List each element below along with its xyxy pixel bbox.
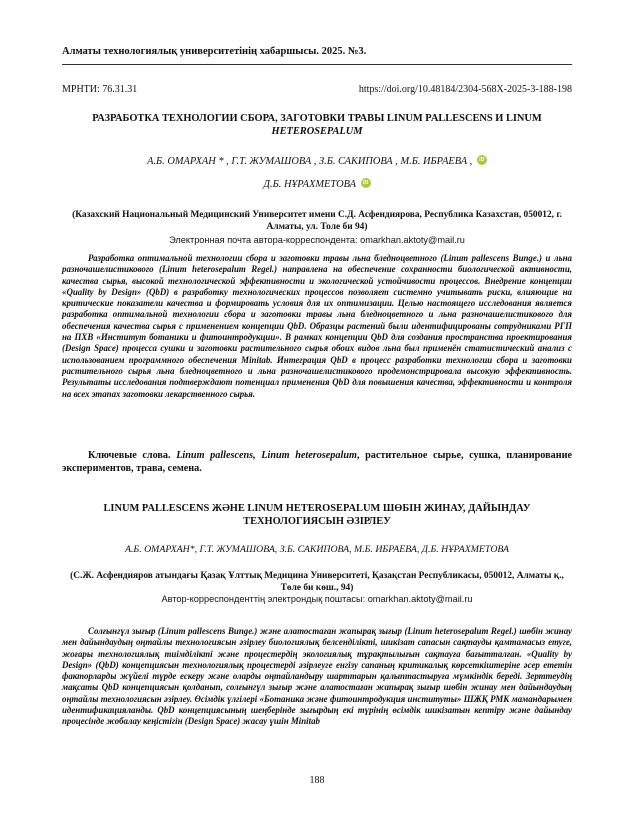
ru-abstract: Разработка оптимальной технологии сбора и заготовки травы льна бледноцветного (Linum pallescens Bunge.) и льна разночашелистикового (Linum heterosepalum Regel.) направлена на обеспечение сохранности биологической активности, качества сырья, высокой технологической эффективности и экологической устойчивости процессов. Внедрение концепции «Quality by Design» (QbD) в разработку технологических процессов позволяет системно учитывать риски, влияющие на критические показатели качества и формировать условия для их оптимизации. Целью настоящего исследования является разработка оптимальной технологии сбора и заготовки травы льна бледноцветного и льна разночашелистикового для обеспечения качества сырья с применением концепции QbD. Образцы растений были идентифицированы сотрудниками РГП на ПХВ «Институт ботаники и фитоинтродукции». В рамках концепции QbD для создания пространства проектирования (Design Space) процесса сушки и заготовки растительного сырья обоих видов льна был применён статистический анализ с использованием программного обеспечения Minitab. Интеграция QbD в процесс разработки технологии сбора и заготовки растительного сырья льна бледноцветного и льна разночашелистикового продемонстрировала высокую эффективность. Результаты исследования подтверждают потенциал применения QbD для повышения качества, эффективности и контроля на всех этапах заготовки лекарственного сырья. (62, 253, 572, 399)
ru-title (62, 112, 572, 138)
kz-title-line-2: ТЕХНОЛОГИЯСЫН ӘЗІРЛЕУ (243, 516, 391, 527)
orcid-icon[interactable]: iD (361, 178, 371, 188)
page-number: 188 (309, 775, 325, 786)
udc-code: МРНТИ: 76.31.31 (62, 84, 138, 95)
journal-header: Алматы технологиялық университетінің хабаршысы. 2025. №3. (62, 46, 367, 57)
doi-link[interactable]: https://doi.org/10.48184/2304-568X-2025-3-188-198 (358, 84, 572, 95)
kz-abstract: Солғынгүл зығыр (Linum pallescens Bunge.) және алатостаған жапырақ зығыр (Linum heterosepalum Regel.) шөбін жинау мен дайындаудың оңтайлы технологиясын әзірлеу биологиялық белсенділікті, шикізат сапасын сақтауды қамтамасыз етуге, жоғары технологиялық тиімділікті және процестердің экологиялық тұрақтылығын сақтауға бағытталған. «Quality by Design» (QbD) концепциясын технологиялық процестерді әзірлеуге енгізу сапаның критикалық көрсеткіштеріне әсер ететін факторларды жүйелі түрде ескеру және оларды оңтайландыру шарттарын қалыптастыруға мүмкіндік береді. Зерттеудің мақсаты QbD концепциясын қолданып, солғынгүл зығыр және алатостаған жапырақ зығыр шөбін жинау мен дайындаудың оңтайлы технологиясын әзірлеу. Өсімдік үлгілері «Ботаника және фитоинтродукция институты» ШЖҚ РМК мамандарымен идентификацияланды. QbD концепциясының шеңберінде зығырдың екі түрінің өсімдік шикізатын кептіру және дайындау процесінде жобалау кеңістігін (Design Space) жасау үшін Minitab (62, 626, 572, 727)
orcid-icon[interactable]: iD (477, 155, 487, 165)
ru-keywords-italic: Linum pallescens, Linum heterosepalum (176, 450, 357, 461)
ru-title-line-1: РАЗРАБОТКА ТЕХНОЛОГИИ СБОРА, ЗАГОТОВКИ ТРАВЫ LINUM PALLESCENS И LINUM (92, 113, 542, 124)
kz-title-line-1: LINUM PALLESCENS ЖӘНЕ LINUM HETEROSEPALUM ШӨБІН ЖИНАУ, ДАЙЫНДАУ (103, 503, 531, 514)
ru-keywords-label: Ключевые слова. (88, 450, 171, 461)
ru-affiliation: (Казахский Национальный Медицинский Университет имени С.Д. Асфендиярова, Республика Казахстан, 050012, г. Алматы, ул. Толе би 94) (72, 210, 562, 232)
ru-keywords (62, 449, 572, 475)
ru-authors-line-1 (62, 155, 572, 169)
header-divider (62, 64, 572, 65)
ru-email: Электронная почта автора-корреспондента: omarkhan.aktoty@mail.ru (169, 235, 465, 245)
kz-email: Автор-корреспонденттің электрондық поштасы: omarkhan.aktoty@mail.ru (161, 594, 473, 604)
ru-keywords-rest: , растительное сырье, сушка, планирование экспериментов, трава, семена. (62, 450, 573, 474)
ru-title-line-2: HETEROSEPALUM (271, 126, 363, 137)
ru-author-last: Д.Б. НҰРАХМЕТОВА (263, 179, 356, 190)
ru-authors-text: А.Б. ОМАРХАН * , Г.Т. ЖУМАШОВА , З.Б. САКИПОВА , М.Б. ИБРАЕВА , (147, 156, 473, 167)
kz-title (62, 502, 572, 528)
ru-authors-line-2 (62, 178, 572, 192)
kz-authors: А.Б. ОМАРХАН*, Г.Т. ЖУМАШОВА, З.Б. САКИПОВА, М.Б. ИБРАЕВА, Д.Б. НҰРАХМЕТОВА (124, 544, 510, 555)
kz-affiliation: (С.Ж. Асфендияров атындағы Қазақ Ұлттық Медицина Университеті, Қазақстан Республикасы, 050012, Алматы қ., Төле би көш., 94) (70, 571, 564, 593)
